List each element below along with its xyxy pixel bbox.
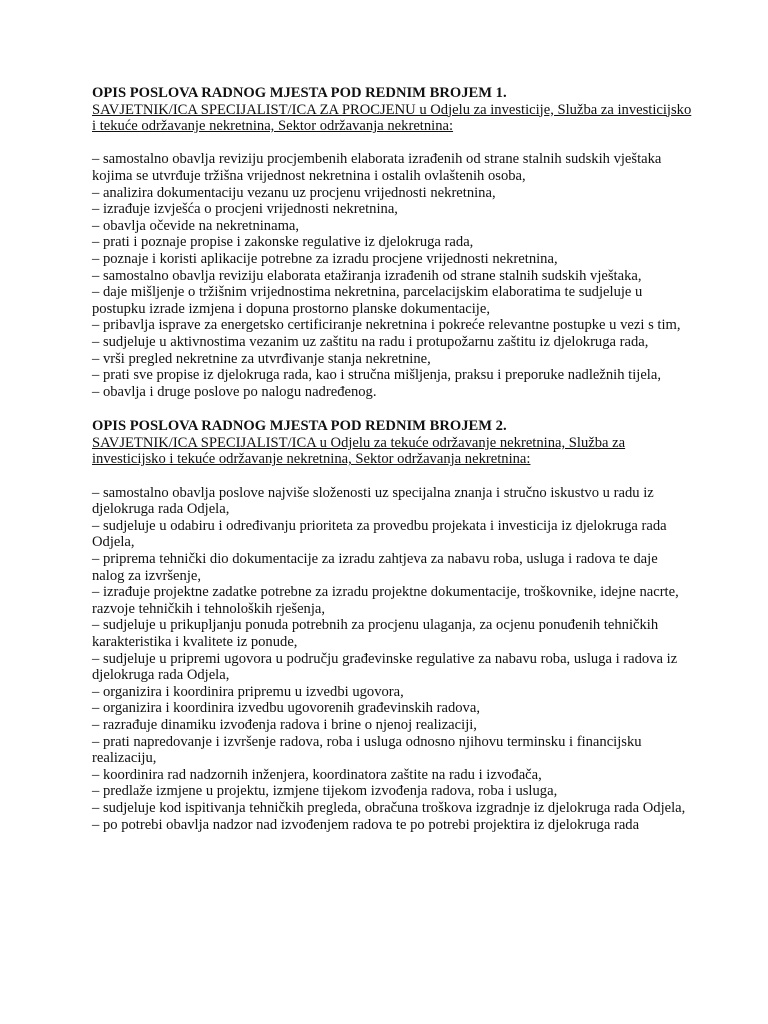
duty-item: – analizira dokumentaciju vezanu uz procjenu vrijednosti nekretnina, (92, 184, 496, 201)
duty-item: – po potrebi obavlja nadzor nad izvođenjem radova te po potrebi projektira iz djelokruga rada (92, 816, 640, 833)
section-subtitle: SAVJETNIK/ICA SPECIJALIST/ICA ZA PROCJENU u Odjelu za investicije, Služba za investicijsko i tekuće održavanje nekretnina, Sektor održavanja nekretnina: (92, 101, 692, 135)
blank-line (92, 468, 692, 485)
duty-item: – prati sve propise iz djelokruga rada, kao i stručna mišljenja, praksu i preporuke nadležnih tijela, (92, 367, 661, 384)
job-section (92, 85, 692, 400)
duty-item: – vrši pregled nekretnine za utvrđivanje stanja nekretnine, (92, 350, 431, 367)
duty-item: – sudjeluje u aktivnostima vezanim uz zaštitu na radu i protupožarnu zaštitu iz djelokruga rada, (92, 333, 649, 350)
duty-item: – sudjeluje kod ispitivanja tehničkih pregleda, obračuna troškova izgradnje iz djelokruga rada Odjela, (92, 799, 686, 816)
duty-item: – obavlja očevide na nekretninama, (92, 217, 300, 234)
duty-item: – prati i poznaje propise i zakonske regulative iz djelokruga rada, (92, 234, 474, 251)
section-spacer (92, 400, 692, 418)
section-heading: OPIS POSLOVA RADNOG MJESTA POD REDNIM BROJEM 1. (92, 85, 507, 101)
duty-item: – predlaže izmjene u projektu, izmjene tijekom izvođenja radova, roba i usluga, (92, 783, 558, 800)
duty-item: – daje mišljenje o tržišnim vrijednostima nekretnina, parcelacijskim elaboratima te sudjeluje u postupku izrade izmjena i dopuna prostorno planske dokumentacije, (92, 284, 643, 317)
duty-item: – poznaje i koristi aplikacije potrebne za izradu procjene vrijednosti nekretnina, (92, 250, 558, 267)
duty-item: – sudjeluje u prikupljanju ponuda potrebnih za procjenu ulaganja, za ocjenu ponuđenih tehničkih karakteristika i kvalitete iz ponude, (92, 617, 659, 650)
duty-item: – samostalno obavlja poslove najviše složenosti uz specijalna znanja i stručno iskustvo u radu iz djelokruga rada Odjela, (92, 484, 654, 518)
duty-item: – samostalno obavlja reviziju procjembenih elaborata izrađenih od strane stalnih sudskih vještaka kojima se utvrđuje tržišna vrijednost nekretnina i ostalih ovlaštenih osoba, (92, 151, 662, 184)
duty-item: – prati napredovanje i izvršenje radova, roba i usluga odnosno njihovu terminsku i financijsku realizaciju, (92, 733, 642, 767)
duty-item: – sudjeluje u odabiru i određivanju prioriteta za provedbu projekata i investicija iz djelokruga rada Odjela, (92, 517, 667, 551)
job-description-sections (92, 85, 692, 833)
section-heading: OPIS POSLOVA RADNOG MJESTA POD REDNIM BROJEM 2. (92, 418, 507, 435)
duty-item: – samostalno obavlja reviziju elaborata etažiranja izrađenih od strane stalnih sudskih vještaka, (92, 267, 642, 284)
section-subtitle: SAVJETNIK/ICA SPECIJALIST/ICA u Odjelu za tekuće održavanje nekretnina, Služba za investicijsko i tekuće održavanje nekretnina, Sektor održavanja nekretnina: (92, 434, 626, 468)
duty-item: – organizira i koordinira izvedbu ugovorenih građevinskih radova, (92, 700, 480, 717)
blank-line (92, 135, 692, 152)
duty-item: – sudjeluje u pripremi ugovora u području građevinske regulative za nabavu roba, usluga i radova iz djelokruga rada Odjela, (92, 650, 678, 684)
duty-item: – organizira i koordinira pripremu u izvedbi ugovora, (92, 683, 404, 700)
duty-item: – izrađuje izvješća o procjeni vrijednosti nekretnina, (92, 201, 398, 218)
duty-item: – razrađuje dinamiku izvođenja radova i brine o njenoj realizaciji, (92, 716, 477, 733)
document-page (92, 85, 692, 833)
job-section (92, 418, 692, 833)
duty-item: – koordinira rad nadzornih inženjera, koordinatora zaštite na radu i izvođača, (92, 766, 542, 783)
duty-item: – obavlja i druge poslove po nalogu nadređenog. (92, 383, 377, 400)
duty-item: – priprema tehnički dio dokumentacije za izradu zahtjeva za nabavu roba, usluga i radova te daje nalog za izvršenje, (92, 551, 658, 584)
duty-item: – izrađuje projektne zadatke potrebne za izradu projektne dokumentacije, troškovnike, idejne nacrte, razvoje tehničkih i tehnoloških rješenja, (92, 584, 679, 617)
duty-item: – pribavlja isprave za energetsko certificiranje nekretnina i pokreće relevantne postupke u vezi s tim, (92, 317, 681, 334)
